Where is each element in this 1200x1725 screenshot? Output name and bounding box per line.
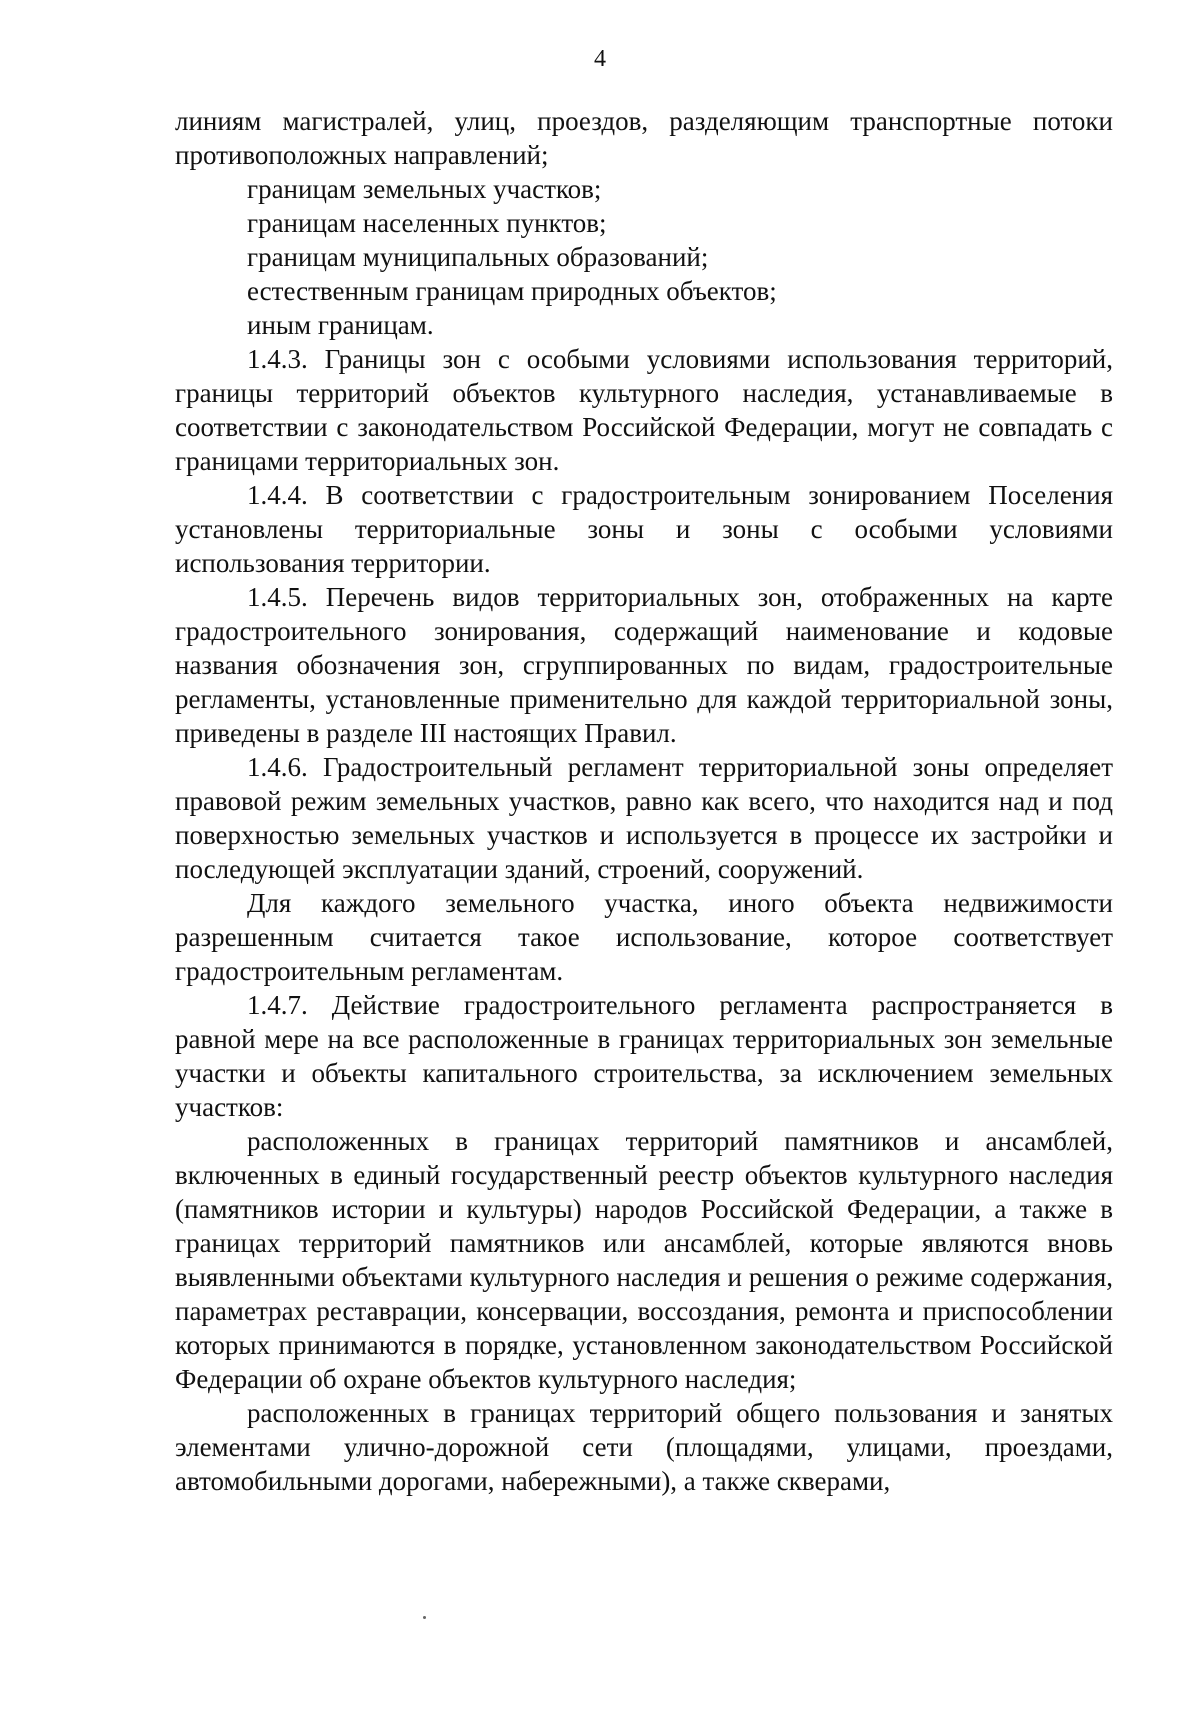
paragraph: границам населенных пунктов; — [247, 208, 607, 238]
paragraph: 1.4.7. Действие градостроительного регламента распространяется в равной мере на все расположенные в границах территориальных зон земельные участки и объекты капитального строительства, за исключением земельных участков: — [175, 990, 1113, 1122]
paragraph: Для каждого земельного участка, иного объекта недвижимости разрешенным считается такое использование, которое соответствует градостроительным регламентам. — [175, 888, 1113, 986]
document-body — [175, 104, 1113, 1498]
scan-speck — [423, 1616, 426, 1619]
paragraph: 1.4.3. Границы зон с особыми условиями использования территорий, границы территорий объектов культурного наследия, устанавливаемые в соответствии с законодательством Российской Федерации, могут не совпадать с границами территориальных зон. — [175, 344, 1113, 476]
paragraph: иным границам. — [247, 310, 434, 340]
page-number: 4 — [594, 46, 606, 72]
paragraph: границам муниципальных образований; — [247, 242, 709, 272]
paragraph: 1.4.6. Градостроительный регламент территориальной зоны определяет правовой режим земельных участков, равно как всего, что находится над и под поверхностью земельных участков и используется в процессе их застройки и последующей эксплуатации зданий, строений, сооружений. — [175, 752, 1113, 884]
paragraph: 1.4.5. Перечень видов территориальных зон, отображенных на карте градостроительного зонирования, содержащий наименование и кодовые названия обозначения зон, сгруппированных по видам, градостроительные регламенты, установленные применительно для каждой территориальной зоны, приведены в разделе III настоящих Правил. — [175, 582, 1113, 748]
paragraph: границам земельных участков; — [247, 174, 602, 204]
paragraph: естественным границам природных объектов; — [247, 276, 777, 306]
paragraph: расположенных в границах территорий общего пользования и занятых элементами улично-дорожной сети (площадями, улицами, проездами, автомобильными дорогами, набережными), а также скверами, — [175, 1398, 1113, 1496]
paragraph: 1.4.4. В соответствии с градостроительным зонированием Поселения установлены территориальные зоны и зоны с особыми условиями использования территории. — [175, 480, 1113, 578]
paragraph: линиям магистралей, улиц, проездов, разделяющим транспортные потоки противоположных направлений; — [175, 106, 1113, 170]
paragraph: расположенных в границах территорий памятников и ансамблей, включенных в единый государственный реестр объектов культурного наследия (памятников истории и культуры) народов Российской Федерации, а также в границах территорий памятников или ансамблей, которые являются вновь выявленными объектами культурного наследия и решения о режиме содержания, параметрах реставрации, консервации, воссоздания, ремонта и приспособлении которых принимаются в порядке, установленном законодательством Российской Федерации об охране объектов культурного наследия; — [175, 1126, 1113, 1394]
